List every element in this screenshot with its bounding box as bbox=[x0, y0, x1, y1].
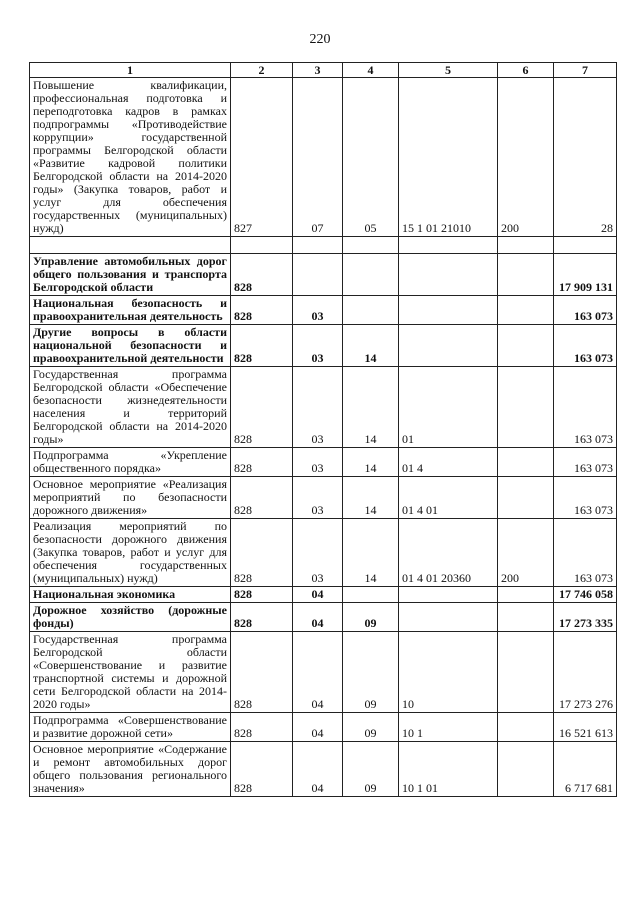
row-admin-code: 827 bbox=[231, 78, 293, 237]
row-target-article: 01 bbox=[399, 367, 498, 448]
row-target-article: 01 4 bbox=[399, 448, 498, 477]
row-subsection: 14 bbox=[343, 477, 399, 519]
row-expense-type bbox=[498, 632, 554, 713]
row-section: 07 bbox=[293, 78, 343, 237]
row-subsection: 14 bbox=[343, 448, 399, 477]
row-name: Национальная безопасность и правоохранительная деятельность bbox=[30, 296, 231, 325]
row-amount: 163 073 bbox=[554, 367, 617, 448]
table-body bbox=[30, 78, 617, 797]
table-row bbox=[30, 477, 617, 519]
row-name: Подпрограмма «Укрепление общественного порядка» bbox=[30, 448, 231, 477]
row-target-article: 10 1 01 bbox=[399, 742, 498, 797]
row-amount: 28 bbox=[554, 78, 617, 237]
table-row bbox=[30, 78, 617, 237]
row-section bbox=[293, 254, 343, 296]
table-row bbox=[30, 296, 617, 325]
row-admin-code: 828 bbox=[231, 448, 293, 477]
row-subsection: 14 bbox=[343, 325, 399, 367]
spacer-cell bbox=[293, 237, 343, 254]
table-row bbox=[30, 603, 617, 632]
row-name: Основное мероприятие «Реализация мероприятий по безопасности дорожного движения» bbox=[30, 477, 231, 519]
row-name: Реализация мероприятий по безопасности дорожного движения (Закупка товаров, работ и услуг для обеспечения государственных (муниципальных) нужд) bbox=[30, 519, 231, 587]
row-name: Дорожное хозяйство (дорожные фонды) bbox=[30, 603, 231, 632]
row-target-article bbox=[399, 603, 498, 632]
row-target-article bbox=[399, 296, 498, 325]
row-section: 03 bbox=[293, 325, 343, 367]
row-name: Национальная экономика bbox=[30, 587, 231, 603]
row-expense-type bbox=[498, 742, 554, 797]
row-section: 03 bbox=[293, 519, 343, 587]
row-amount: 17 909 131 bbox=[554, 254, 617, 296]
row-expense-type bbox=[498, 587, 554, 603]
row-amount: 6 717 681 bbox=[554, 742, 617, 797]
row-target-article: 01 4 01 bbox=[399, 477, 498, 519]
row-name: Подпрограмма «Совершенствование и развитие дорожной сети» bbox=[30, 713, 231, 742]
row-target-article bbox=[399, 325, 498, 367]
table-row bbox=[30, 254, 617, 296]
row-section: 04 bbox=[293, 713, 343, 742]
header-col-6: 6 bbox=[498, 63, 554, 78]
row-subsection: 05 bbox=[343, 78, 399, 237]
spacer-cell bbox=[554, 237, 617, 254]
table-row bbox=[30, 325, 617, 367]
row-target-article: 10 bbox=[399, 632, 498, 713]
row-target-article: 10 1 bbox=[399, 713, 498, 742]
page-number: 220 bbox=[309, 32, 331, 47]
row-name: Управление автомобильных дорог общего пользования и транспорта Белгородской области bbox=[30, 254, 231, 296]
table-row bbox=[30, 742, 617, 797]
row-target-article: 01 4 01 20360 bbox=[399, 519, 498, 587]
table-row bbox=[30, 632, 617, 713]
budget-table bbox=[29, 62, 617, 797]
spacer-cell bbox=[343, 237, 399, 254]
table-row bbox=[30, 519, 617, 587]
row-name: Государственная программа Белгородской области «Совершенствование и развитие транспортной системы и дорожной сети Белгородской области на 2014-2020 годы» bbox=[30, 632, 231, 713]
row-admin-code: 828 bbox=[231, 254, 293, 296]
row-section: 04 bbox=[293, 742, 343, 797]
row-subsection: 09 bbox=[343, 742, 399, 797]
row-name: Другие вопросы в области национальной безопасности и правоохранительной деятельности bbox=[30, 325, 231, 367]
row-name: Основное мероприятие «Содержание и ремонт автомобильных дорог общего пользования регионального значения» bbox=[30, 742, 231, 797]
row-expense-type: 200 bbox=[498, 519, 554, 587]
row-expense-type bbox=[498, 296, 554, 325]
row-subsection: 09 bbox=[343, 603, 399, 632]
row-target-article bbox=[399, 587, 498, 603]
row-section: 03 bbox=[293, 448, 343, 477]
row-admin-code: 828 bbox=[231, 603, 293, 632]
row-amount: 17 273 335 bbox=[554, 603, 617, 632]
row-expense-type bbox=[498, 448, 554, 477]
header-col-5: 5 bbox=[399, 63, 498, 78]
row-amount: 163 073 bbox=[554, 477, 617, 519]
spacer-cell bbox=[399, 237, 498, 254]
header-col-2: 2 bbox=[231, 63, 293, 78]
row-amount: 163 073 bbox=[554, 448, 617, 477]
row-expense-type: 200 bbox=[498, 78, 554, 237]
spacer-cell bbox=[30, 237, 231, 254]
row-admin-code: 828 bbox=[231, 632, 293, 713]
row-target-article bbox=[399, 254, 498, 296]
row-expense-type bbox=[498, 254, 554, 296]
row-section: 04 bbox=[293, 603, 343, 632]
row-subsection bbox=[343, 254, 399, 296]
row-admin-code: 828 bbox=[231, 367, 293, 448]
row-subsection: 14 bbox=[343, 367, 399, 448]
row-section: 03 bbox=[293, 367, 343, 448]
row-subsection: 09 bbox=[343, 632, 399, 713]
table-row bbox=[30, 587, 617, 603]
row-amount: 17 746 058 bbox=[554, 587, 617, 603]
row-expense-type bbox=[498, 713, 554, 742]
header-row bbox=[30, 63, 617, 78]
row-expense-type bbox=[498, 325, 554, 367]
row-amount: 163 073 bbox=[554, 325, 617, 367]
row-admin-code: 828 bbox=[231, 713, 293, 742]
row-admin-code: 828 bbox=[231, 477, 293, 519]
spacer-row bbox=[30, 237, 617, 254]
row-admin-code: 828 bbox=[231, 519, 293, 587]
row-subsection bbox=[343, 296, 399, 325]
header-col-4: 4 bbox=[343, 63, 399, 78]
row-admin-code: 828 bbox=[231, 296, 293, 325]
row-amount: 163 073 bbox=[554, 296, 617, 325]
spacer-cell bbox=[498, 237, 554, 254]
row-amount: 16 521 613 bbox=[554, 713, 617, 742]
header-col-7: 7 bbox=[554, 63, 617, 78]
row-name: Повышение квалификации, профессиональная подготовка и переподготовка кадров в рамках подпрограммы «Противодействие коррупции» государственной программы Белгородской области «Развитие кадровой политики Белгородской области на 2014-2020 годы» (Закупка товаров, работ и услуг для обеспечения государственных (муниципальных) нужд) bbox=[30, 78, 231, 237]
header-col-1: 1 bbox=[30, 63, 231, 78]
row-amount: 163 073 bbox=[554, 519, 617, 587]
spacer-cell bbox=[231, 237, 293, 254]
table-row bbox=[30, 367, 617, 448]
row-section: 04 bbox=[293, 587, 343, 603]
row-expense-type bbox=[498, 477, 554, 519]
row-expense-type bbox=[498, 367, 554, 448]
row-subsection bbox=[343, 587, 399, 603]
row-expense-type bbox=[498, 603, 554, 632]
table-row bbox=[30, 713, 617, 742]
row-admin-code: 828 bbox=[231, 587, 293, 603]
row-target-article: 15 1 01 21010 bbox=[399, 78, 498, 237]
row-amount: 17 273 276 bbox=[554, 632, 617, 713]
row-subsection: 14 bbox=[343, 519, 399, 587]
header-col-3: 3 bbox=[293, 63, 343, 78]
row-section: 03 bbox=[293, 296, 343, 325]
row-admin-code: 828 bbox=[231, 325, 293, 367]
row-subsection: 09 bbox=[343, 713, 399, 742]
row-name: Государственная программа Белгородской области «Обеспечение безопасности жизнедеятельности населения и территорий Белгородской области на 2014-2020 годы» bbox=[30, 367, 231, 448]
table-row bbox=[30, 448, 617, 477]
row-admin-code: 828 bbox=[231, 742, 293, 797]
row-section: 04 bbox=[293, 632, 343, 713]
row-section: 03 bbox=[293, 477, 343, 519]
